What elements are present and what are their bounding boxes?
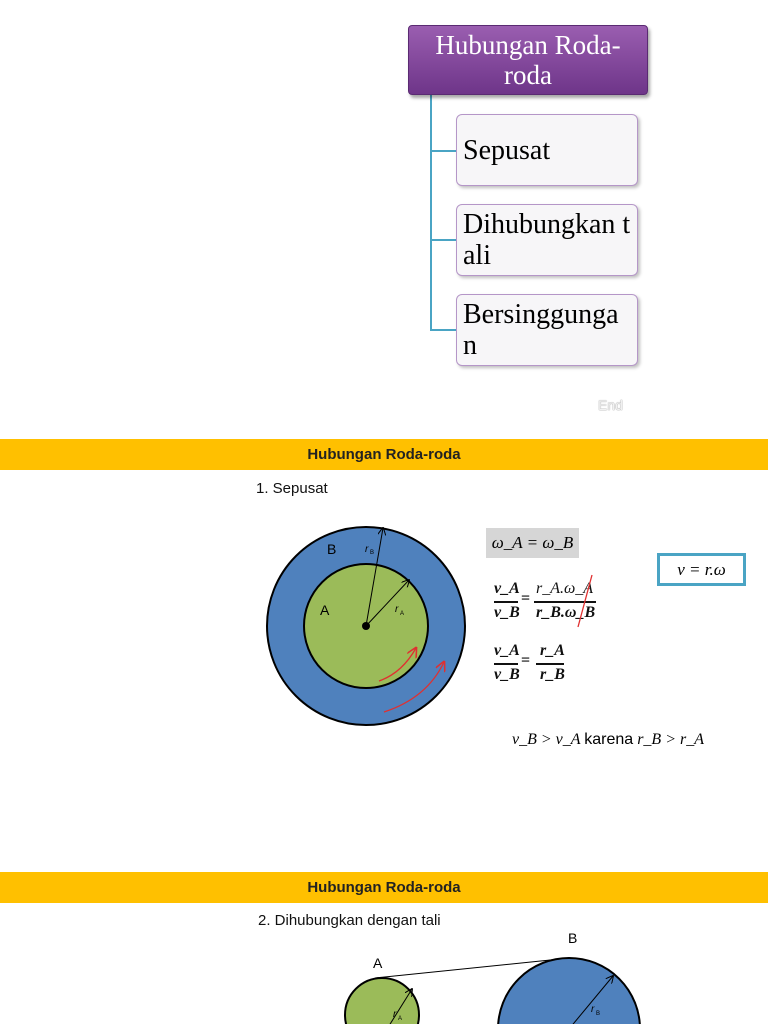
label-a: A — [320, 602, 330, 618]
fraction2-lhs-num: v_A — [494, 642, 520, 659]
cancel-strike — [572, 573, 598, 633]
center-point — [362, 622, 370, 630]
velocity-formula-box — [657, 553, 746, 586]
tree-node-tali — [456, 204, 638, 276]
tree-root-label: Hubungan Roda-roda — [435, 30, 621, 90]
label-rb-sub: B — [370, 550, 375, 556]
label-ra: r — [395, 604, 399, 615]
slide-header-title: Hubungan Roda-roda — [307, 879, 461, 896]
omega-equality: ω_A = ω_B — [491, 533, 574, 552]
tree-node-bersinggungan — [456, 294, 638, 366]
ratio-equation-2 — [494, 642, 584, 692]
label-ra-sub: A — [400, 611, 405, 617]
fraction2-rhs-bar — [536, 663, 564, 665]
tree-node-label: Sepusat — [463, 134, 551, 166]
slide-header-sepusat — [0, 439, 768, 470]
fraction1-rhs-den: r_B.ω_B — [536, 604, 596, 621]
tree-node-label: Dihubungkan tali — [463, 209, 631, 271]
fraction2-lhs-den: v_B — [494, 666, 520, 683]
label-rb-sub: B — [596, 1011, 601, 1017]
fraction2-rhs-num: r_A — [540, 642, 565, 659]
fraction1-lhs-den: v_B — [494, 604, 520, 621]
section-title-sepusat: 1. Sepusat — [256, 480, 328, 497]
fraction1-rhs-num: r_A.ω_A — [536, 580, 594, 597]
omega-equality-box — [486, 528, 579, 558]
tree-connector-2 — [430, 239, 456, 241]
conclusion-right: r_B > r_A — [637, 731, 704, 748]
tree-root-node — [408, 25, 648, 95]
belt-wheels-diagram — [330, 925, 650, 1024]
conclusion-left: v_B > v_A — [512, 731, 581, 748]
large-wheel-b — [498, 958, 640, 1024]
conclusion-inequality — [512, 731, 704, 749]
concentric-wheels-diagram — [262, 518, 472, 730]
section-title-tali: 2. Dihubungkan dengan tali — [258, 912, 441, 929]
fraction1-lhs-bar — [494, 601, 518, 603]
label-b: B — [568, 930, 578, 946]
tree-node-sepusat — [456, 114, 638, 186]
end-link[interactable]: End — [598, 397, 623, 413]
tree-connector-3 — [430, 329, 456, 331]
label-ra: r — [393, 1009, 397, 1020]
tree-connector-vertical — [430, 95, 432, 331]
fraction1-equals: = — [521, 590, 531, 607]
label-rb: r — [365, 544, 369, 555]
tree-node-label: Bersinggunga n — [463, 299, 619, 361]
ratio-equation-1 — [494, 580, 604, 632]
label-b: B — [327, 541, 337, 557]
velocity-formula: v = r.ω — [677, 559, 726, 579]
label-a: A — [373, 955, 383, 971]
slide-header-title: Hubungan Roda-roda — [307, 446, 461, 463]
tree-connector-1 — [430, 150, 456, 152]
label-rb: r — [591, 1004, 595, 1015]
fraction2-lhs-bar — [494, 663, 518, 665]
conclusion-word: karena — [584, 731, 634, 748]
slide-header-tali — [0, 872, 768, 903]
fraction1-lhs-num: v_A — [494, 580, 520, 597]
fraction2-rhs-den: r_B — [540, 666, 565, 683]
fraction2-equals: = — [521, 652, 531, 669]
label-ra-sub: A — [398, 1016, 403, 1022]
small-wheel-a — [345, 978, 419, 1024]
